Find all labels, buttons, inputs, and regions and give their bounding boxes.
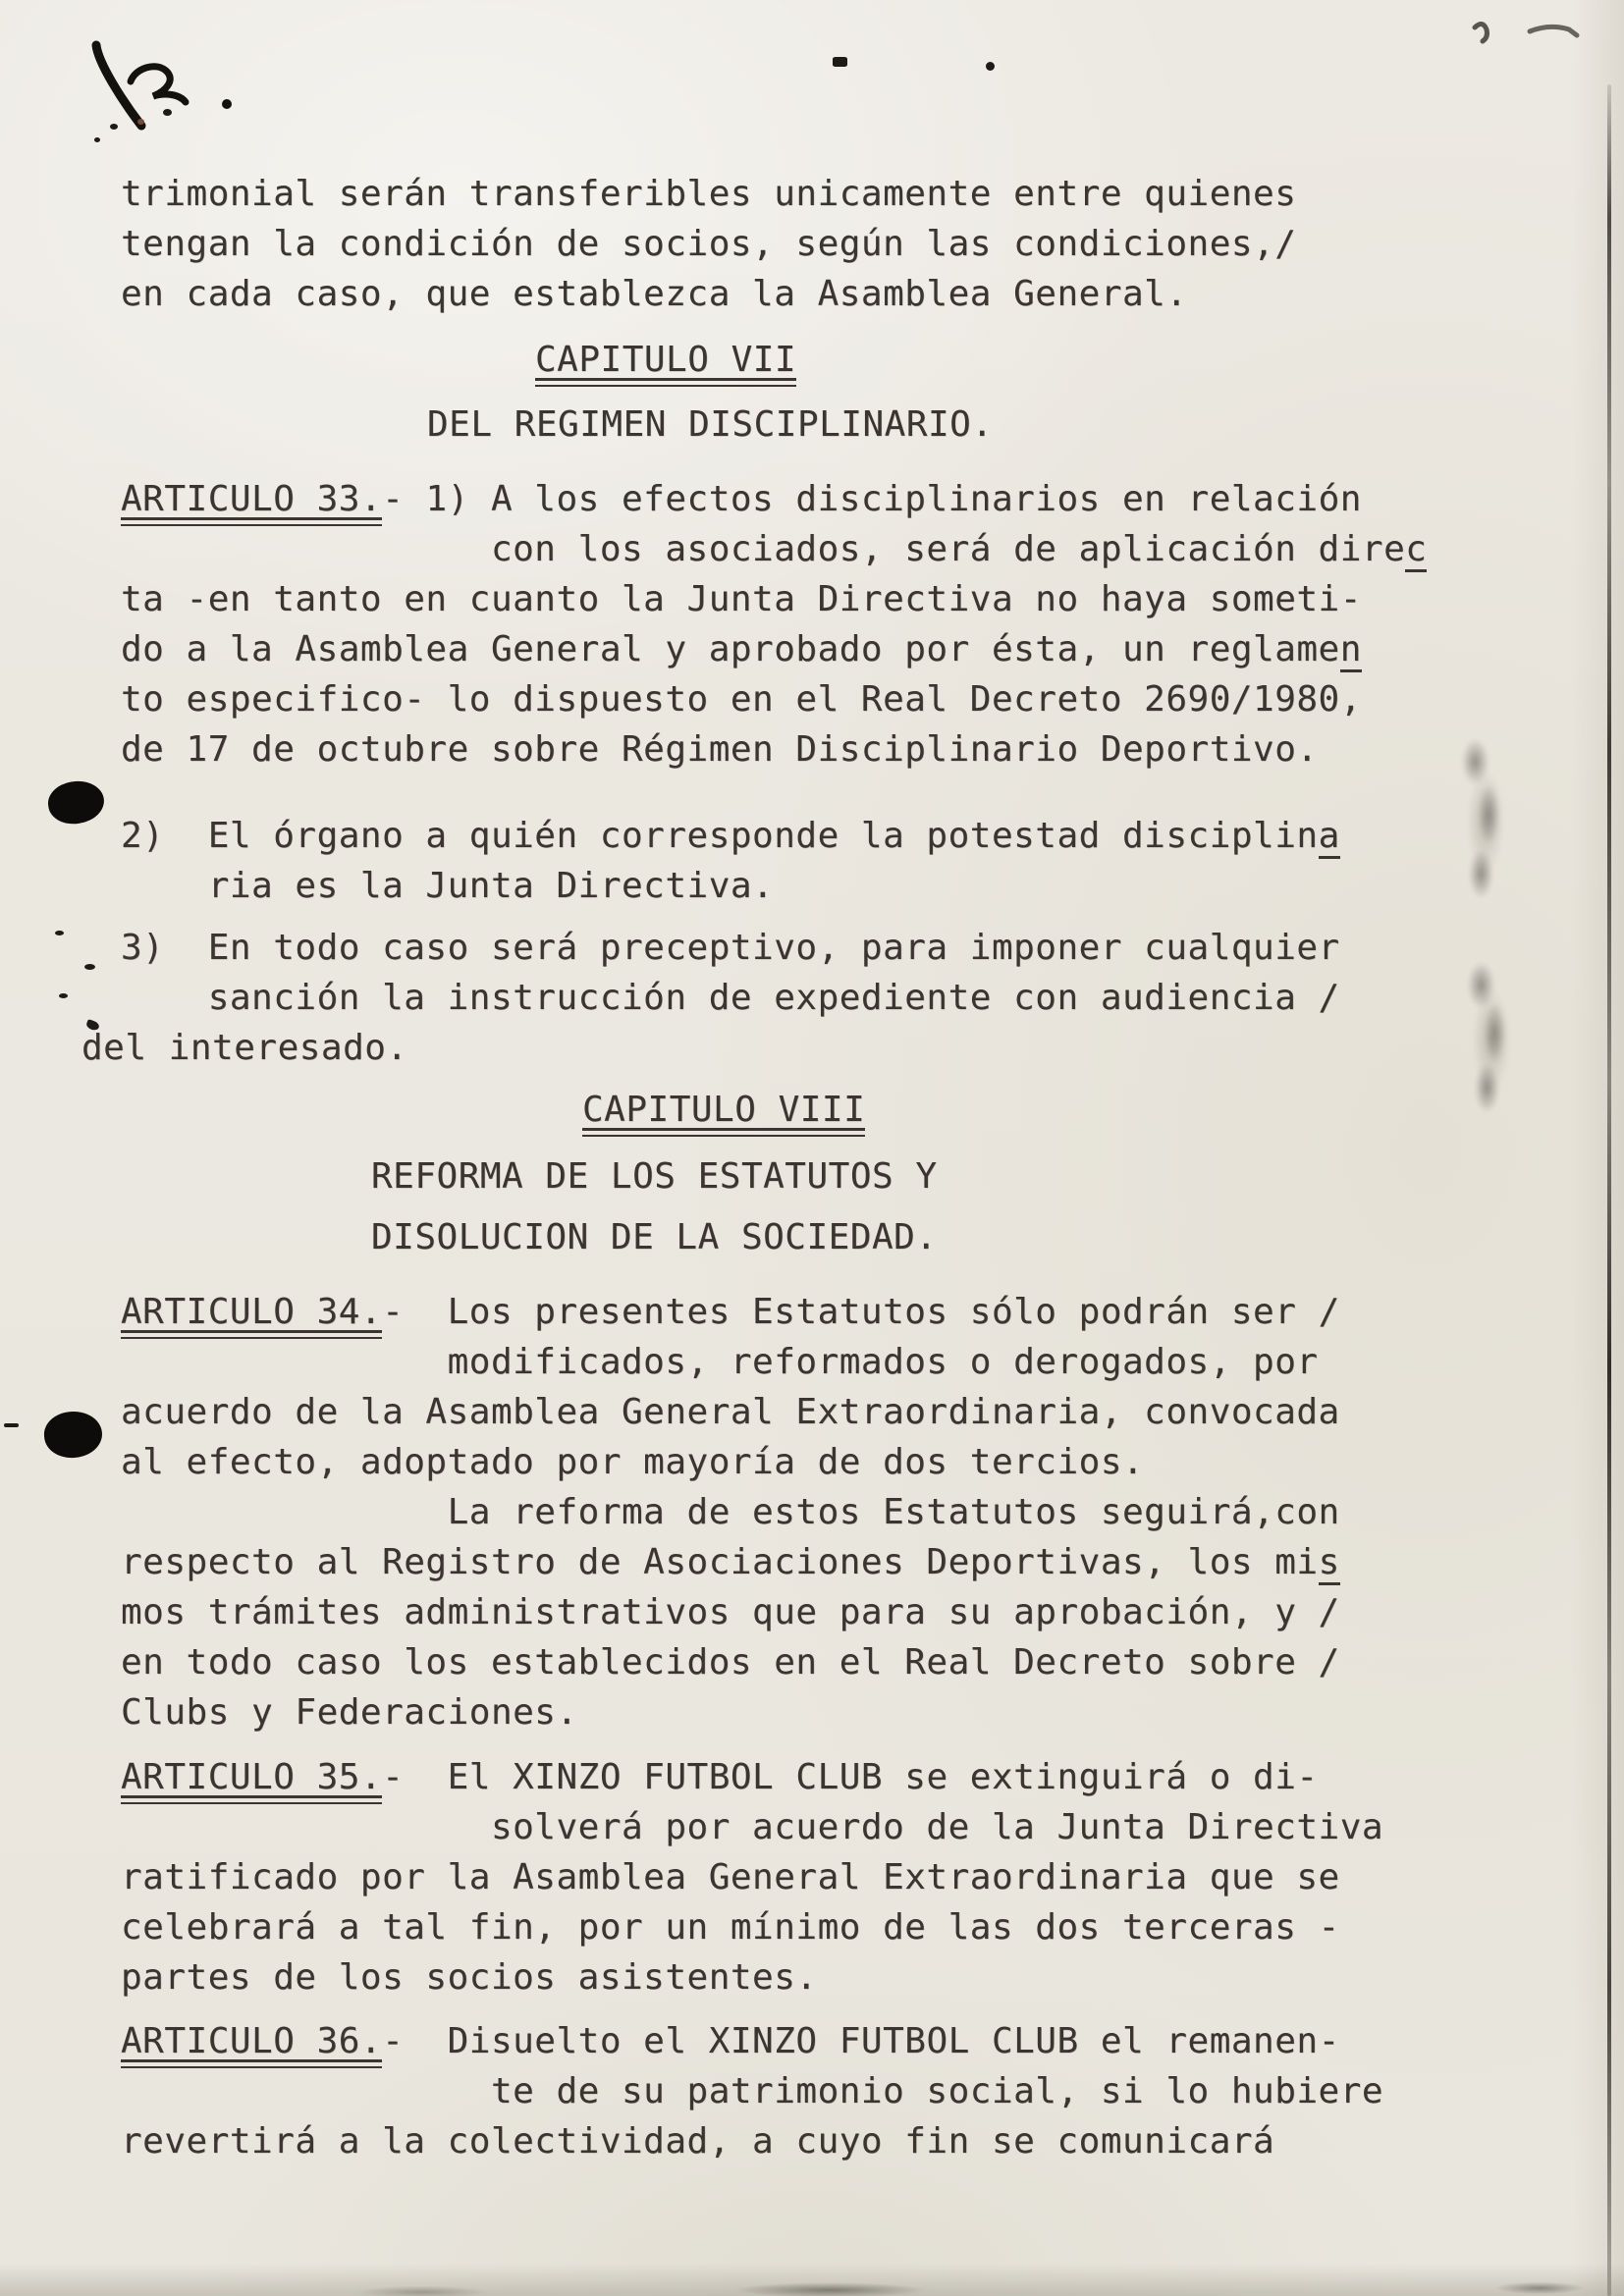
text-line <box>121 1902 1427 1952</box>
article-33-item-3 <box>81 923 1427 1073</box>
text-line <box>121 169 1427 219</box>
text-line <box>121 724 1427 774</box>
text-line <box>121 2116 1427 2166</box>
chapter-7-title <box>121 335 1427 396</box>
line-text: - Los presentes Estatutos sólo podrán ser / <box>382 1292 1340 1332</box>
ink-speck <box>55 931 64 935</box>
chapter-8-title-text: CAPITULO VIII <box>582 1090 865 1137</box>
line-text: - 1) A los efectos disciplinarios en relación <box>382 479 1362 519</box>
line-text: 2) El órgano a quién corresponde la potestad disciplin <box>121 816 1319 856</box>
text-line <box>121 1487 1427 1537</box>
ink-speck <box>94 137 100 142</box>
article-34 <box>121 1287 1427 1737</box>
ink-smudge <box>1457 728 1514 915</box>
ink-speck <box>59 993 68 998</box>
underlined-tail: n <box>1340 629 1362 672</box>
text-line <box>121 624 1427 674</box>
chapter-8-title <box>121 1085 1427 1146</box>
line-text: ria es la Junta Directiva. <box>121 866 775 906</box>
bottom-scan-smear <box>0 2264 1624 2296</box>
ink-mark <box>986 62 995 71</box>
line-text: ratificado por la Asamblea General Extraordinaria que se <box>121 1857 1340 1897</box>
line-text: acuerdo de la Asamblea General Extraordinaria, convocada <box>121 1392 1340 1432</box>
line-text: - El XINZO FUTBOL CLUB se extinguirá o di- <box>382 1757 1319 1797</box>
text-line <box>121 2016 1427 2066</box>
article-36 <box>121 2016 1427 2166</box>
article-label: ARTICULO 34. <box>121 1292 382 1339</box>
text-line <box>121 1802 1427 1852</box>
ink-smudge <box>1463 954 1520 1126</box>
line-text: con los asociados, será de aplicación dire <box>121 529 1406 569</box>
chapter-8-subtitle-text: REFORMA DE LOS ESTATUTOS Y <box>371 1156 938 1197</box>
text-column <box>81 169 1428 2166</box>
text-line <box>121 1387 1427 1437</box>
chapter-8-subtitle <box>121 1151 1427 1273</box>
text-line <box>121 269 1427 319</box>
line-text: Clubs y Federaciones. <box>121 1692 578 1733</box>
text-line <box>121 811 1427 861</box>
punch-hole <box>45 777 107 828</box>
text-line <box>121 674 1427 724</box>
ink-speck <box>163 109 172 116</box>
text-line <box>121 1587 1427 1637</box>
text-line <box>121 1852 1427 1902</box>
page-edge-shadow <box>1571 0 1624 2296</box>
chapter-8-subtitle-text: DISOLUCION DE LA SOCIEDAD. <box>371 1217 938 1257</box>
line-text: do a la Asamblea General y aprobado por ésta, un reglame <box>121 629 1340 669</box>
article-label: ARTICULO 36. <box>121 2021 382 2068</box>
chapter-7-subtitle <box>121 400 1427 460</box>
line-text: en cada caso, que establezca la Asamblea General. <box>121 274 1188 314</box>
handwritten-page-number <box>29 6 265 163</box>
text-line <box>121 1637 1427 1687</box>
line-text: respecto al Registro de Asociaciones Deportivas, los mi <box>121 1542 1319 1582</box>
line-text: sanción la instrucción de expediente con audiencia / <box>121 978 1340 1018</box>
article-33-item-2 <box>121 811 1427 911</box>
text-line <box>121 1537 1427 1587</box>
chapter-7-title-text: CAPITULO VII <box>535 340 796 387</box>
article-label: ARTICULO 33. <box>121 479 382 526</box>
article-label: ARTICULO 35. <box>121 1757 382 1804</box>
ink-speck <box>84 964 95 970</box>
text-line <box>121 1437 1427 1487</box>
line-text: La reforma de estos Estatutos seguirá,con <box>121 1492 1340 1532</box>
text-line <box>121 2066 1427 2116</box>
chapter-7-title <box>121 335 1427 396</box>
scanned-page-edge-line <box>1607 84 1611 2296</box>
punch-hole <box>42 1410 104 1461</box>
text-line <box>121 1752 1427 1802</box>
line-text: partes de los socios asistentes. <box>121 1957 818 1998</box>
ink-mark <box>833 57 847 67</box>
text-line <box>121 1287 1427 1337</box>
line-text: al efecto, adoptado por mayoría de dos tercios. <box>121 1442 1145 1482</box>
line-text: to especifico- lo dispuesto en el Real Decreto 2690/1980, <box>121 679 1362 720</box>
line-text: ta -en tanto en cuanto la Junta Directiva no haya someti- <box>121 579 1362 619</box>
underlined-tail: s <box>1319 1542 1340 1585</box>
handwriting-strokes <box>29 6 265 163</box>
text-line <box>121 923 1427 973</box>
text-line <box>121 474 1427 524</box>
line-text: de 17 de octubre sobre Régimen Disciplinario Deportivo. <box>121 729 1319 770</box>
chapter-8-subtitle <box>121 1212 1427 1273</box>
article-35 <box>121 1752 1427 2002</box>
text-line <box>121 973 1427 1023</box>
line-text: solverá por acuerdo de la Junta Directiva <box>121 1807 1384 1847</box>
article-33 <box>121 474 1427 774</box>
underlined-tail: c <box>1405 529 1427 572</box>
chapter-8-title <box>121 1085 1427 1146</box>
line-text: te de su patrimonio social, si lo hubiere <box>121 2071 1384 2111</box>
line-text: en todo caso los establecidos en el Real Decreto sobre / <box>121 1642 1340 1682</box>
line-text: del interesado. <box>81 1028 408 1068</box>
underlined-tail: a <box>1319 816 1340 859</box>
line-text: celebrará a tal fin, por un mínimo de las dos terceras - <box>121 1907 1340 1948</box>
ink-speck <box>4 1423 19 1427</box>
text-line <box>121 219 1427 269</box>
line-text: modificados, reformados o derogados, por <box>121 1342 1319 1382</box>
chapter-8-subtitle <box>121 1151 1427 1212</box>
line-text: tengan la condición de socios, según las condiciones,/ <box>121 224 1297 264</box>
line-text: trimonial serán transferibles unicamente entre quienes <box>121 174 1297 214</box>
chapter-7-subtitle <box>121 400 1427 460</box>
line-text: revertirá a la colectividad, a cuyo fin se comunicará <box>121 2121 1275 2162</box>
text-line <box>121 1687 1427 1737</box>
line-text: mos trámites administrativos que para su aprobación, y / <box>121 1592 1340 1632</box>
text-line <box>121 1952 1427 2002</box>
ink-speck <box>137 119 144 125</box>
intro-paragraph <box>121 169 1427 319</box>
chapter-7-subtitle-text: DEL REGIMEN DISCIPLINARIO. <box>427 404 994 445</box>
text-line <box>121 574 1427 624</box>
line-text: - Disuelto el XINZO FUTBOL CLUB el remanen- <box>382 2021 1340 2061</box>
ink-speck <box>110 124 118 130</box>
text-line <box>121 1337 1427 1387</box>
text-line <box>121 861 1427 911</box>
line-text: 3) En todo caso será preceptivo, para imponer cualquier <box>121 928 1340 968</box>
text-line <box>81 1023 1427 1073</box>
text-line <box>121 524 1427 574</box>
